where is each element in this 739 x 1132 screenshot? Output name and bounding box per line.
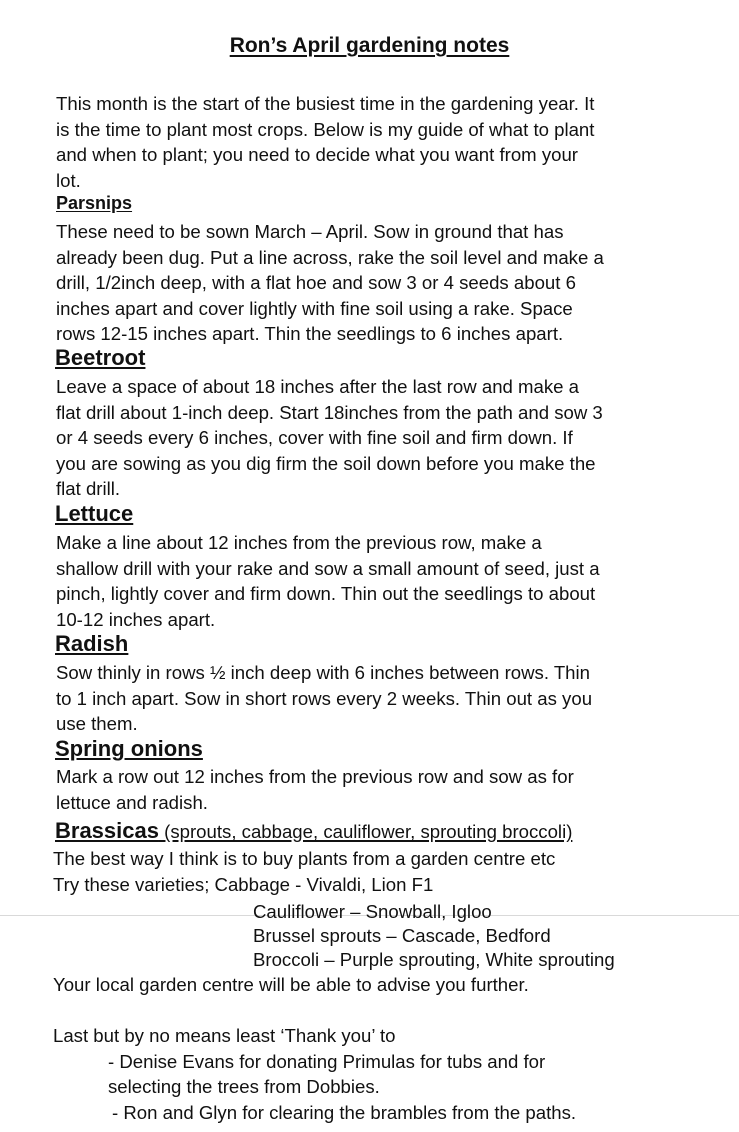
- brassicas-heading-note: (sprouts, cabbage, cauliflower, sprouting broccoli): [158, 821, 573, 842]
- heading-lettuce: Lettuce: [55, 501, 134, 526]
- lettuce-paragraph: Make a line about 12 inches from the previous row, make a shallow drill with your rake and sow a small amount of seed, just a pinch, lightly cover and firm down. Thin out the seedlings to about 10-12 inches apart.: [56, 532, 600, 630]
- variety-brussel-sprouts: Brussel sprouts – Cascade, Bedford: [253, 925, 551, 946]
- parsnips-paragraph: These need to be sown March – April. Sow in ground that has already been dug. Put a line across, rake the soil level and make a drill, 1/2inch deep, with a flat hoe and sow 3 or 4 seeds about 6 inches apart and cover lightly with fine soil using a rake. Space rows 12-15 inches apart. Thin the seedlings to 6 inches apart.: [56, 221, 604, 344]
- thanks-item-ron-glyn: - Ron and Glyn for clearing the brambles from the paths.: [112, 1102, 577, 1123]
- thanks-item-denise-cont: selecting the trees from Dobbies.: [108, 1076, 380, 1097]
- heading-parsnips: Parsnips: [56, 193, 133, 213]
- brassicas-line-2: Try these varieties; Cabbage - Vivaldi, Lion F1: [53, 874, 434, 895]
- intro-paragraph: This month is the start of the busiest time in the gardening year. It is the time to plant most crops. Below is my guide of what to plant and when to plant; you need to decide what you want from your lot.: [56, 93, 595, 191]
- brassicas-closing: Your local garden centre will be able to advise you further.: [53, 974, 529, 995]
- spring-onions-paragraph: Mark a row out 12 inches from the previous row and sow as for lettuce and radish.: [56, 766, 574, 813]
- beetroot-paragraph: Leave a space of about 18 inches after the last row and make a flat drill about 1-inch deep. Start 18inches from the path and sow 3 or 4 seeds every 6 inches, cover with fine soil and firm down. If you are sowing as you dig firm the soil down before you make the flat drill.: [56, 376, 603, 499]
- heading-beetroot: Beetroot: [55, 345, 146, 370]
- heading-radish: Radish: [55, 631, 129, 656]
- brassicas-heading-label: Brassicas: [55, 818, 159, 843]
- variety-cauliflower: Cauliflower – Snowball, Igloo: [253, 901, 492, 922]
- page-title: Ron’s April gardening notes: [229, 34, 510, 57]
- thanks-intro: Last but by no means least ‘Thank you’ to: [53, 1025, 396, 1046]
- heading-brassicas: [55, 818, 572, 844]
- radish-paragraph: Sow thinly in rows ½ inch deep with 6 inches between rows. Thin to 1 inch apart. Sow in short rows every 2 weeks. Thin out as you use them.: [56, 662, 593, 734]
- variety-broccoli: Broccoli – Purple sprouting, White sprouting: [253, 949, 615, 970]
- thanks-item-denise: - Denise Evans for donating Primulas for tubs and for: [108, 1051, 546, 1072]
- heading-spring-onions: Spring onions: [55, 736, 203, 761]
- brassicas-line-1: The best way I think is to buy plants from a garden centre etc: [53, 848, 556, 869]
